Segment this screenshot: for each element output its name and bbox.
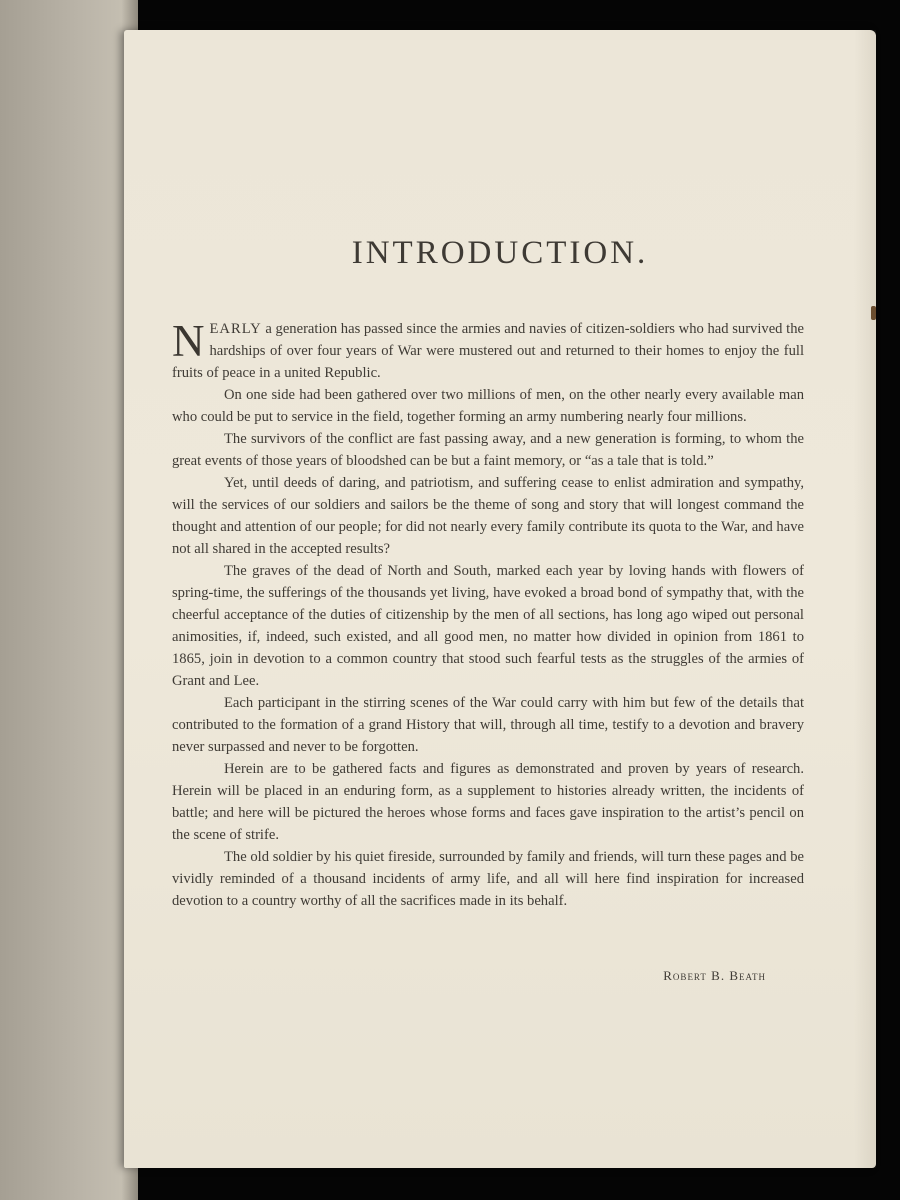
first-word-rest: EARLY xyxy=(209,321,262,337)
paragraph: Herein are to be gathered facts and figures as demonstrated and proven by years of research. Herein will be placed in an enduring form, as a supplement to histories already written, the incidents of battle; and here will be pictured the heroes whose forms and faces gave inspiration to the artist’s pencil on the scene of strife. xyxy=(172,761,804,843)
book-spine-edge xyxy=(0,0,138,1200)
paragraph: Each participant in the stirring scenes of the War could carry with him but few of the details that contributed to the formation of a grand History that will, through all time, testify to a devotion and bravery never surpassed and never to be forgotten. xyxy=(172,695,804,755)
paragraph: The survivors of the conflict are fast passing away, and a new generation is forming, to whom the great events of those years of bloodshed can be but a faint memory, or “as a tale that is told.” xyxy=(172,431,804,469)
page-title: INTRODUCTION. xyxy=(351,235,649,271)
paragraph: The graves of the dead of North and South, marked each year by loving hands with flowers of spring-time, the sufferings of the thousands yet living, have evoked a broad bond of sympathy that, with the cheerful acceptance of the duties of citizenship by the men of all sections, has long ago wiped out personal animosities, if, indeed, such existed, and all good men, no matter how divided in opinion from 1861 to 1865, join in devotion to a common country that stood such fearful tests as the struggles of the armies of Grant and Lee. xyxy=(172,563,804,689)
author-signature: Robert B. Beath xyxy=(663,968,766,983)
drop-cap: N xyxy=(172,316,205,366)
introduction-text xyxy=(172,318,804,912)
paragraph: On one side had been gathered over two millions of men, on the other nearly every available man who could be put to service in the field, together forming an army numbering nearly four millions. xyxy=(172,387,804,425)
paragraph: The old soldier by his quiet fireside, surrounded by family and friends, will turn these pages and be vividly reminded of a thousand incidents of army life, and all will here find inspiration for increased devotion to a country worthy of all the sacrifices made in its behalf. xyxy=(172,849,804,909)
paragraph: NEARLY a generation has passed since the armies and navies of citizen-soldiers who had survived the hardships of over four years of War were mustered out and returned to their homes to enjoy the full fruits of peace in a united Republic. xyxy=(172,316,804,381)
paragraph: Yet, until deeds of daring, and patriotism, and suffering cease to enlist admiration and sympathy, will the services of our soldiers and sailors be the theme of song and story that will longest command the thought and attention of our people; for did not nearly every family contribute its quota to the War, and have not all shared in the accepted results? xyxy=(172,475,804,557)
book-page xyxy=(124,30,876,1168)
page-edge-mark xyxy=(871,306,876,320)
